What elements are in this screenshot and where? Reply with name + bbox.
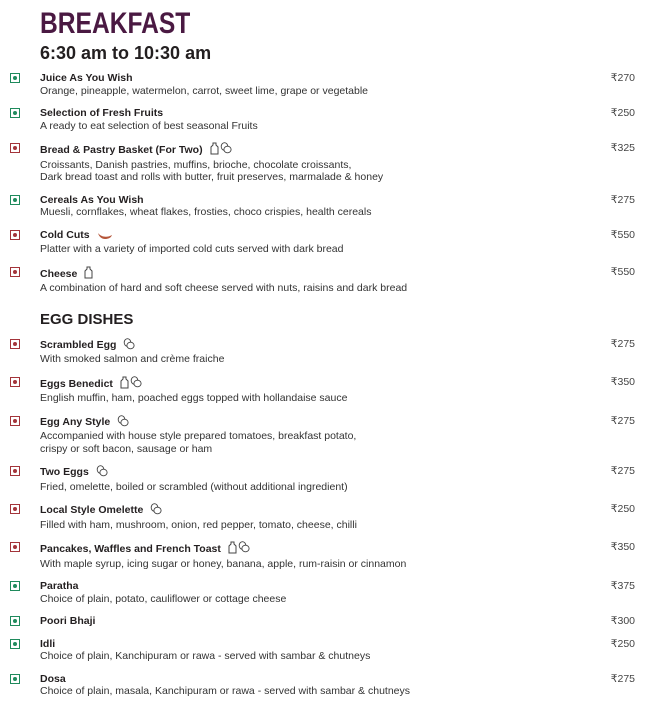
service-hours: 6:30 am to 10:30 am bbox=[40, 43, 212, 63]
item-description: Platter with a variety of imported cold cuts served with dark bread bbox=[40, 243, 344, 255]
item-description: Choice of plain, masala, Kanchipuram or rawa - served with sambar & chutneys bbox=[40, 685, 411, 697]
nonveg-indicator-icon bbox=[10, 377, 20, 387]
veg-indicator-icon bbox=[10, 616, 20, 626]
item-price: ₹375 bbox=[610, 580, 635, 592]
nonveg-indicator-icon bbox=[10, 267, 20, 277]
menu-item bbox=[0, 465, 650, 493]
menu-item bbox=[0, 107, 650, 132]
allergen-icons bbox=[228, 541, 250, 558]
item-description: A combination of hard and soft cheese served with nuts, raisins and dark bread bbox=[40, 282, 408, 294]
menu-item bbox=[0, 415, 650, 456]
veg-indicator-icon bbox=[10, 195, 20, 205]
menu-item bbox=[0, 376, 650, 405]
egg-icon bbox=[238, 541, 250, 558]
page-title: BREAKFAST bbox=[40, 7, 191, 40]
item-price: ₹350 bbox=[610, 375, 635, 388]
item-price: ₹325 bbox=[610, 142, 635, 154]
item-price: ₹275 bbox=[610, 465, 635, 477]
nonveg-indicator-icon bbox=[10, 143, 20, 153]
menu-item bbox=[0, 266, 650, 295]
item-name: Idli bbox=[40, 637, 56, 650]
menu-item bbox=[0, 580, 650, 605]
egg-icon bbox=[220, 142, 232, 159]
menu-item bbox=[0, 338, 650, 366]
milk-bottle-icon bbox=[84, 266, 93, 283]
nonveg-indicator-icon bbox=[10, 339, 20, 349]
item-name: Juice As You Wish bbox=[40, 72, 133, 84]
item-name: Cold Cuts bbox=[40, 228, 90, 241]
menu-item bbox=[0, 673, 650, 698]
item-description: Fried, omelette, boiled or scrambled (without additional ingredient) bbox=[40, 480, 348, 493]
menu-item bbox=[0, 541, 650, 570]
milk-bottle-icon bbox=[210, 142, 219, 159]
item-description: Choice of plain, potato, cauliflower or cottage cheese bbox=[40, 592, 287, 605]
item-price: ₹250 bbox=[610, 107, 635, 119]
item-description: Filled with ham, mushroom, onion, red pepper, tomato, cheese, chilli bbox=[40, 518, 357, 531]
item-price: ₹550 bbox=[610, 228, 635, 241]
menu-item bbox=[0, 194, 650, 219]
allergen-icons bbox=[120, 376, 142, 393]
veg-indicator-icon bbox=[10, 581, 20, 591]
item-price: ₹550 bbox=[610, 265, 635, 278]
item-name: Selection of Fresh Fruits bbox=[40, 107, 164, 119]
item-name: Two Eggs bbox=[40, 466, 89, 478]
allergen-icons bbox=[117, 415, 129, 431]
nonveg-indicator-icon bbox=[10, 416, 20, 426]
item-description: Accompanied with house style prepared tomatoes, breakfast potato, crispy or soft bacon, sausage or ham bbox=[40, 430, 357, 455]
allergen-icons bbox=[210, 142, 232, 159]
allergen-icons bbox=[150, 503, 162, 519]
item-price: ₹300 bbox=[610, 615, 635, 627]
menu-item bbox=[0, 638, 650, 663]
item-description: English muffin, ham, poached eggs topped with hollandaise sauce bbox=[40, 392, 348, 404]
item-name: Egg Any Style bbox=[40, 415, 111, 428]
item-description: Croissants, Danish pastries, muffins, brioche, chocolate croissants, Dark bread toast and rolls with butter, fruit preserves, marmalade & honey bbox=[40, 158, 384, 183]
item-name: Pancakes, Waffles and French Toast bbox=[40, 543, 221, 555]
item-price: ₹275 bbox=[610, 337, 635, 350]
item-description: Orange, pineapple, watermelon, carrot, sweet lime, grape or vegetable bbox=[40, 84, 369, 97]
item-name: Scrambled Egg bbox=[40, 338, 117, 351]
item-name: Paratha bbox=[40, 580, 79, 592]
menu-list bbox=[0, 72, 650, 708]
item-description: Choice of plain, Kanchipuram or rawa - served with sambar & chutneys bbox=[40, 650, 371, 662]
item-name: Cheese bbox=[40, 267, 78, 280]
veg-indicator-icon bbox=[10, 674, 20, 684]
item-price: ₹250 bbox=[610, 503, 635, 515]
nonveg-indicator-icon bbox=[10, 542, 20, 552]
item-name: Bread & Pastry Basket (For Two) bbox=[40, 144, 203, 156]
milk-bottle-icon bbox=[228, 541, 237, 558]
item-name: Eggs Benedict bbox=[40, 377, 113, 390]
item-price: ₹350 bbox=[610, 541, 635, 553]
item-description: Muesli, cornflakes, wheat flakes, frosties, choco crispies, health cereals bbox=[40, 206, 372, 218]
milk-bottle-icon bbox=[120, 376, 129, 393]
item-price: ₹275 bbox=[610, 414, 635, 427]
menu-item bbox=[0, 142, 650, 184]
item-description: A ready to eat selection of best seasonal Fruits bbox=[40, 119, 258, 132]
meat-icon bbox=[97, 231, 113, 244]
item-description: With maple syrup, icing sugar or honey, banana, apple, rum-raisin or cinnamon bbox=[40, 557, 407, 570]
allergen-icons bbox=[96, 465, 108, 481]
egg-icon bbox=[117, 415, 129, 431]
item-name: Poori Bhaji bbox=[40, 615, 96, 627]
item-price: ₹270 bbox=[610, 72, 635, 84]
item-name: Dosa bbox=[40, 672, 66, 685]
egg-icon bbox=[130, 376, 142, 393]
allergen-icons bbox=[84, 266, 93, 283]
veg-indicator-icon bbox=[10, 73, 20, 83]
section-heading: EGG DISHES bbox=[40, 310, 134, 328]
item-name: Cereals As You Wish bbox=[40, 193, 144, 206]
item-price: ₹275 bbox=[610, 193, 635, 206]
allergen-icons bbox=[123, 338, 135, 354]
egg-icon bbox=[123, 338, 135, 354]
item-price: ₹250 bbox=[610, 637, 635, 650]
item-name: Local Style Omelette bbox=[40, 504, 144, 516]
nonveg-indicator-icon bbox=[10, 466, 20, 476]
menu-item bbox=[0, 615, 650, 628]
menu-item bbox=[0, 229, 650, 256]
nonveg-indicator-icon bbox=[10, 504, 20, 514]
nonveg-indicator-icon bbox=[10, 230, 20, 240]
item-price: ₹275 bbox=[610, 672, 635, 685]
egg-icon bbox=[96, 465, 108, 481]
veg-indicator-icon bbox=[10, 108, 20, 118]
veg-indicator-icon bbox=[10, 639, 20, 649]
item-description: With smoked salmon and crème fraiche bbox=[40, 353, 225, 365]
egg-icon bbox=[150, 503, 162, 519]
menu-item bbox=[0, 72, 650, 97]
menu-item bbox=[0, 503, 650, 531]
allergen-icons bbox=[97, 231, 113, 244]
